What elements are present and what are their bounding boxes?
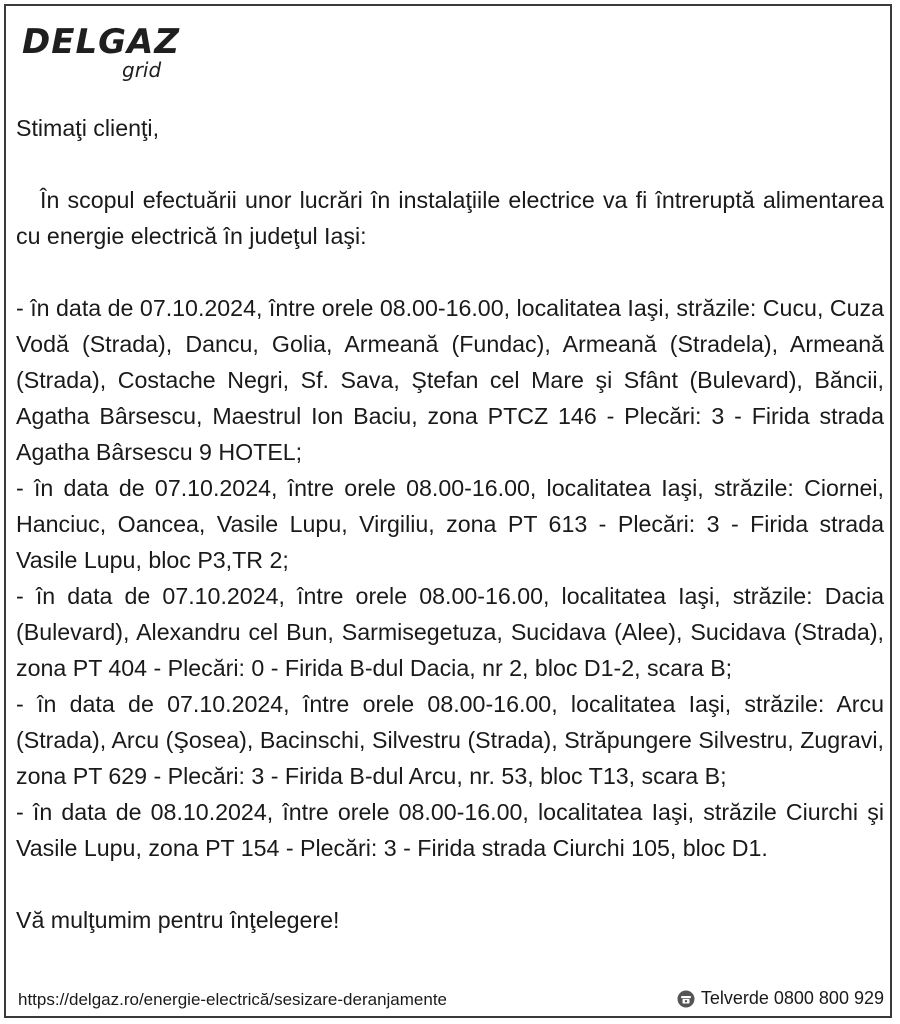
- logo-subtitle: grid: [122, 58, 162, 82]
- telephone-icon: [677, 990, 695, 1008]
- outage-item: - în data de 07.10.2024, între orele 08.00-16.00, localitatea Iaşi, străzile: Cucu, Cuza Vodă (Strada), Dancu, Golia, Armeană (Fundac), Armeană (Stradela), Armeană (Strada), Costache Negri, Sf. Sava, Ştefan cel Mare şi Sfânt (Bulevard), Băncii, Agatha Bârsescu, Maestrul Ion Baciu, zona PTCZ 146 - Plecări: 3 - Firida strada Agatha Bârsescu 9 HOTEL;: [16, 295, 884, 465]
- outage-item: - în data de 07.10.2024, între orele 08.00-16.00, localitatea Iaşi, străzile: Dacia (Bulevard), Alexandru cel Bun, Sarmisegetuza, Sucidava (Alee), Sucidava (Strada), zona PT 404 - Plecări: 0 - Firida B-dul Dacia, nr 2, bloc D1-2, scara B;: [16, 583, 884, 681]
- notice-body: [16, 110, 884, 938]
- thanks-line: Vă mulţumim pentru înţelegere!: [16, 907, 340, 933]
- footer-url-link[interactable]: https://delgaz.ro/energie-electrică/sesizare-deranjamente: [18, 990, 448, 1009]
- intro-paragraph: În scopul efectuării unor lucrări în instalaţiile electrice va fi întreruptă alimentarea cu energie electrică în judeţul Iaşi:: [16, 187, 884, 249]
- delgaz-grid-logo: [22, 22, 192, 88]
- phone-number: Telverde 0800 800 929: [700, 988, 884, 1008]
- outage-item: - în data de 07.10.2024, între orele 08.00-16.00, localitatea Iaşi, străzile: Ciornei, Hanciuc, Oancea, Vasile Lupu, Virgiliu, zona PT 613 - Plecări: 3 - Firida strada Vasile Lupu, bloc P3,TR 2;: [16, 475, 884, 573]
- outage-item: - în data de 07.10.2024, între orele 08.00-16.00, localitatea Iaşi, străzile: Arcu (Strada), Arcu (Şosea), Bacinschi, Silvestru (Strada), Străpungere Silvestru, Zugravi, zona PT 629 - Plecări: 3 - Firida B-dul Arcu, nr. 53, bloc T13, scara B;: [16, 691, 884, 789]
- logo-wordmark: DELGAZ: [22, 22, 180, 62]
- greeting: Stimaţi clienţi,: [16, 115, 160, 141]
- footer-phone: [677, 988, 884, 1009]
- footer: [18, 988, 886, 1014]
- outage-item: - în data de 08.10.2024, între orele 08.00-16.00, localitatea Iaşi, străzile Ciurchi şi Vasile Lupu, zona PT 154 - Plecări: 3 - Firida strada Ciurchi 105, bloc D1.: [16, 799, 884, 861]
